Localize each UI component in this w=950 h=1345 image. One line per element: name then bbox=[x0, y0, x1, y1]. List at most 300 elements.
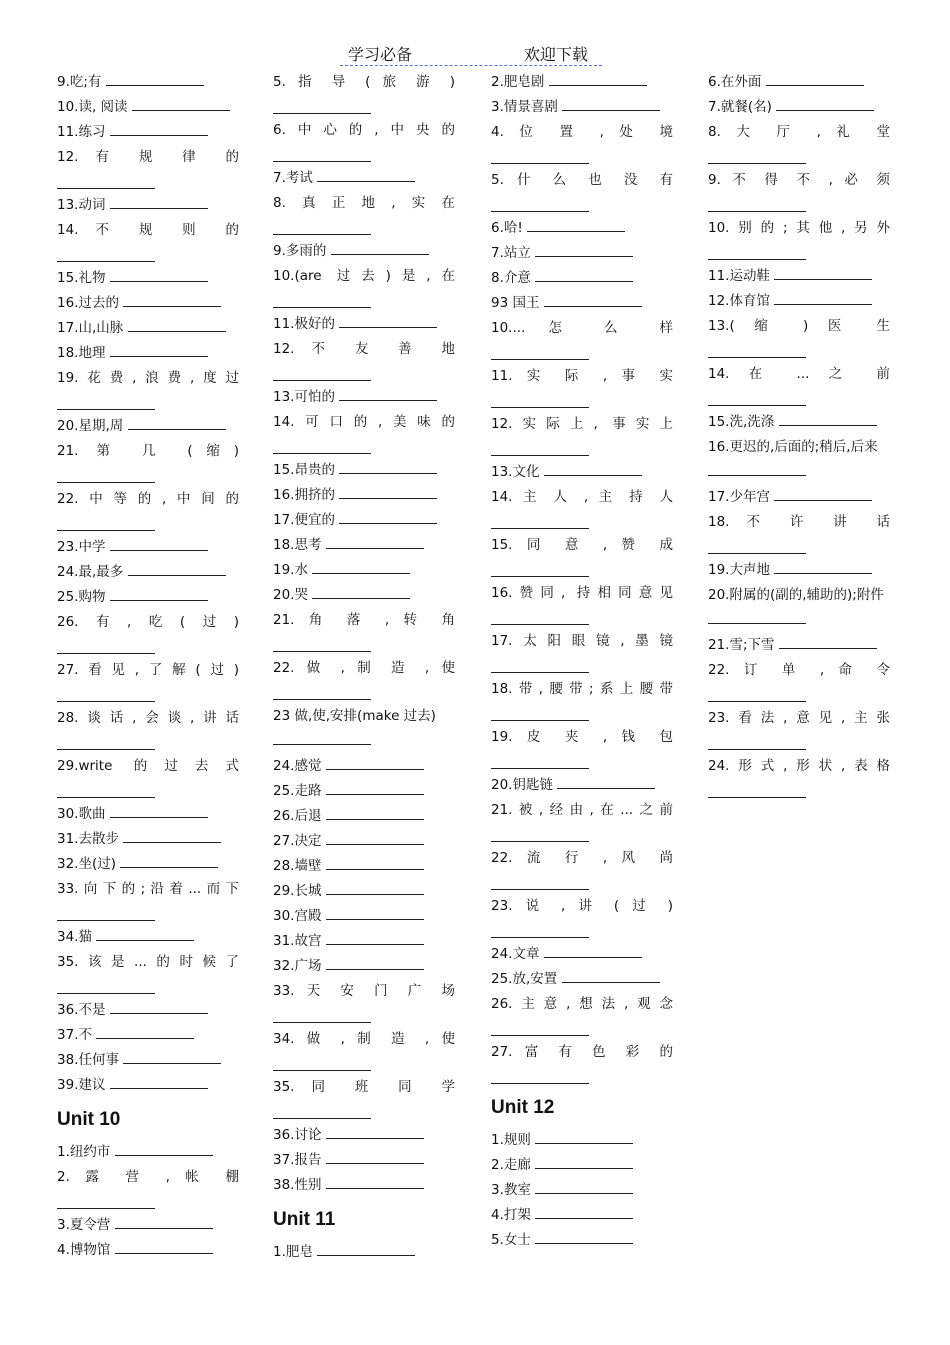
answer-blank[interactable] bbox=[115, 1143, 213, 1156]
vocab-item bbox=[57, 1213, 239, 1238]
answer-blank[interactable] bbox=[544, 463, 642, 476]
vocab-label-line bbox=[57, 439, 239, 464]
answer-blank[interactable] bbox=[774, 267, 872, 280]
vocab-label: 13.可怕的 bbox=[273, 389, 335, 405]
vocab-label-line bbox=[708, 314, 890, 339]
answer-blank[interactable] bbox=[708, 193, 806, 212]
vocab-label: 39.建议 bbox=[57, 1077, 106, 1093]
answer-blank[interactable] bbox=[708, 387, 806, 406]
answer-blank[interactable] bbox=[708, 683, 806, 702]
vocab-label: 23. 说 , 讲 ( 过 ) bbox=[491, 898, 673, 914]
vocab-item bbox=[273, 508, 455, 533]
answer-blank[interactable] bbox=[326, 857, 424, 870]
vocab-label-line bbox=[491, 992, 673, 1017]
vocab-label-line bbox=[273, 608, 455, 633]
answer-blank[interactable] bbox=[57, 683, 155, 702]
answer-blank[interactable] bbox=[115, 1241, 213, 1254]
column-2 bbox=[273, 70, 455, 1265]
vocab-label: 38.任何事 bbox=[57, 1052, 119, 1068]
vocab-label: 35.该是...的时候了 bbox=[57, 954, 239, 970]
answer-blank[interactable] bbox=[273, 1052, 371, 1071]
answer-blank[interactable] bbox=[549, 73, 647, 86]
vocab-label: 26.主意,想法,观念 bbox=[491, 996, 673, 1012]
vocab-item bbox=[491, 1203, 673, 1228]
vocab-item bbox=[273, 483, 455, 508]
vocab-label-line bbox=[708, 706, 890, 731]
answer-blank[interactable] bbox=[527, 219, 625, 232]
answer-blank[interactable] bbox=[331, 242, 429, 255]
vocab-label: 34.猫 bbox=[57, 929, 92, 945]
answer-blank[interactable] bbox=[544, 294, 642, 307]
answer-blank[interactable] bbox=[273, 143, 371, 162]
vocab-label: 20.星期,周 bbox=[57, 418, 124, 434]
answer-blank[interactable] bbox=[132, 98, 230, 111]
vocab-item bbox=[273, 1075, 455, 1119]
vocab-item bbox=[273, 854, 455, 879]
answer-blank[interactable] bbox=[535, 1231, 633, 1244]
vocab-label: 36.讨论 bbox=[273, 1127, 322, 1143]
vocab-label: 10.别的;其他,另外 bbox=[708, 220, 890, 236]
vocab-item bbox=[273, 385, 455, 410]
vocab-item bbox=[57, 827, 239, 852]
answer-blank[interactable] bbox=[128, 563, 226, 576]
answer-blank[interactable] bbox=[273, 1004, 371, 1023]
vocab-item bbox=[273, 558, 455, 583]
answer-blank[interactable] bbox=[708, 535, 806, 554]
answer-blank[interactable] bbox=[708, 463, 806, 476]
vocab-label: 6.中心的,中央的 bbox=[273, 122, 455, 138]
answer-blank[interactable] bbox=[110, 1076, 208, 1089]
vocab-label-line bbox=[491, 581, 673, 606]
answer-blank[interactable] bbox=[779, 413, 877, 426]
vocab-label: 8.介意 bbox=[491, 270, 531, 286]
answer-blank[interactable] bbox=[273, 435, 371, 454]
answer-blank[interactable] bbox=[535, 1181, 633, 1194]
vocab-item bbox=[57, 925, 239, 950]
vocab-label-line bbox=[491, 677, 673, 702]
vocab-label: 18.思考 bbox=[273, 537, 322, 553]
vocab-item bbox=[57, 487, 239, 531]
vocab-label-line bbox=[491, 629, 673, 654]
answer-blank[interactable] bbox=[326, 782, 424, 795]
answer-blank[interactable] bbox=[96, 1026, 194, 1039]
answer-blank[interactable] bbox=[535, 1156, 633, 1169]
answer-blank[interactable] bbox=[491, 1017, 589, 1036]
answer-blank[interactable] bbox=[57, 391, 155, 410]
answer-blank[interactable] bbox=[535, 244, 633, 257]
answer-blank[interactable] bbox=[339, 486, 437, 499]
answer-blank[interactable] bbox=[57, 731, 155, 750]
vocab-item bbox=[708, 583, 890, 633]
vocab-item bbox=[57, 1023, 239, 1048]
vocab-label: 31.故宫 bbox=[273, 933, 322, 949]
vocab-item bbox=[273, 337, 455, 381]
answer-blank[interactable] bbox=[774, 561, 872, 574]
answer-blank[interactable] bbox=[57, 512, 155, 531]
column-1 bbox=[57, 70, 239, 1263]
answer-blank[interactable] bbox=[326, 932, 424, 945]
vocab-label: 18.带,腰带;系上腰带 bbox=[491, 681, 673, 697]
vocab-item bbox=[273, 312, 455, 337]
answer-blank[interactable] bbox=[491, 558, 589, 577]
vocab-item bbox=[57, 218, 239, 262]
answer-blank[interactable] bbox=[273, 633, 371, 652]
answer-blank[interactable] bbox=[57, 975, 155, 994]
answer-blank[interactable] bbox=[57, 243, 155, 262]
vocab-label: 14. 不 规 则 的 bbox=[57, 222, 239, 238]
vocab-label-line bbox=[273, 191, 455, 216]
answer-blank[interactable] bbox=[326, 957, 424, 970]
answer-blank[interactable] bbox=[96, 928, 194, 941]
answer-blank[interactable] bbox=[57, 464, 155, 483]
answer-blank[interactable] bbox=[115, 1216, 213, 1229]
answer-blank[interactable] bbox=[326, 1126, 424, 1139]
vocab-item bbox=[273, 979, 455, 1023]
answer-blank[interactable] bbox=[491, 654, 589, 673]
vocab-label: 25.走路 bbox=[273, 783, 322, 799]
answer-blank[interactable] bbox=[339, 388, 437, 401]
vocab-label-line bbox=[273, 337, 455, 362]
vocab-label-line bbox=[57, 610, 239, 635]
answer-blank[interactable] bbox=[557, 776, 655, 789]
vocab-label: 36.不是 bbox=[57, 1002, 106, 1018]
answer-blank[interactable] bbox=[776, 98, 874, 111]
answer-blank[interactable] bbox=[562, 98, 660, 111]
vocab-item bbox=[273, 1148, 455, 1173]
answer-blank[interactable] bbox=[273, 681, 371, 700]
vocab-label: 2.走廊 bbox=[491, 1157, 531, 1173]
vocab-label-line bbox=[491, 412, 673, 437]
answer-blank[interactable] bbox=[317, 1243, 415, 1256]
vocab-label: 16.赞同, 持相同意见 bbox=[491, 585, 673, 601]
vocab-label: 11.极好的 bbox=[273, 316, 335, 332]
vocab-item bbox=[273, 166, 455, 191]
vocab-item bbox=[57, 1238, 239, 1263]
vocab-label-line bbox=[273, 118, 455, 143]
vocab-item bbox=[57, 802, 239, 827]
answer-blank[interactable] bbox=[708, 339, 806, 358]
vocab-item bbox=[491, 412, 673, 456]
vocab-item bbox=[57, 439, 239, 483]
answer-blank[interactable] bbox=[491, 1065, 589, 1084]
vocab-label: 5. 指 导 ( 旅 游 ) bbox=[273, 74, 455, 90]
answer-blank[interactable] bbox=[491, 389, 589, 408]
answer-blank[interactable] bbox=[326, 1176, 424, 1189]
vocab-label: 6.在外面 bbox=[708, 74, 762, 90]
vocab-item bbox=[273, 608, 455, 652]
answer-blank[interactable] bbox=[110, 344, 208, 357]
vocab-label: 22. 做 , 制 造 , 使 bbox=[273, 660, 455, 676]
vocab-label-line bbox=[491, 533, 673, 558]
vocab-label: 30.宫殿 bbox=[273, 908, 322, 924]
vocab-item bbox=[273, 533, 455, 558]
vocab-item bbox=[57, 585, 239, 610]
vocab-item bbox=[708, 168, 890, 212]
vocab-label: 20.哭 bbox=[273, 587, 308, 603]
vocab-label-line bbox=[708, 120, 890, 145]
vocab-label-line bbox=[57, 218, 239, 243]
vocab-label: 1.规则 bbox=[491, 1132, 531, 1148]
vocab-item bbox=[491, 364, 673, 408]
vocab-label: 32.坐(过) bbox=[57, 856, 117, 872]
header-left-text: 学习必备 bbox=[348, 45, 413, 64]
answer-blank[interactable] bbox=[339, 315, 437, 328]
answer-blank[interactable] bbox=[491, 750, 589, 769]
answer-blank[interactable] bbox=[273, 95, 371, 114]
vocab-label: 15.礼物 bbox=[57, 270, 106, 286]
answer-blank[interactable] bbox=[339, 511, 437, 524]
answer-blank[interactable] bbox=[774, 292, 872, 305]
vocab-label-line bbox=[491, 316, 673, 341]
answer-blank[interactable] bbox=[123, 294, 221, 307]
vocab-label: 7.就餐(名) bbox=[708, 99, 772, 115]
vocab-item bbox=[57, 1165, 239, 1209]
vocab-item bbox=[708, 706, 890, 750]
vocab-label-line bbox=[708, 754, 890, 779]
vocab-label: 19. 皮 夹 , 钱 包 bbox=[491, 729, 673, 745]
vocab-label: 33. 天 安 门 广 场 bbox=[273, 983, 455, 999]
vocab-item bbox=[273, 929, 455, 954]
answer-blank[interactable] bbox=[120, 855, 218, 868]
vocab-label-line bbox=[273, 656, 455, 681]
vocab-item bbox=[491, 942, 673, 967]
answer-blank[interactable] bbox=[110, 196, 208, 209]
vocab-label: 11. 实 际 , 事 实 bbox=[491, 368, 673, 384]
answer-blank[interactable] bbox=[128, 417, 226, 430]
vocab-label: 22.中等的,中间的 bbox=[57, 491, 239, 507]
answer-blank[interactable] bbox=[326, 1151, 424, 1164]
answer-blank[interactable] bbox=[535, 269, 633, 282]
answer-blank[interactable] bbox=[491, 145, 589, 164]
vocab-label: 18. 不 许 讲 话 bbox=[708, 514, 890, 530]
vocab-label: 28.墙壁 bbox=[273, 858, 322, 874]
vocab-item bbox=[273, 1240, 455, 1265]
vocab-item bbox=[708, 558, 890, 583]
answer-blank[interactable] bbox=[57, 635, 155, 654]
vocab-item bbox=[273, 583, 455, 608]
answer-blank[interactable] bbox=[123, 1051, 221, 1064]
vocab-label: 16.拥挤的 bbox=[273, 487, 335, 503]
vocab-label: 27. 富 有 色 彩 的 bbox=[491, 1044, 673, 1060]
answer-blank[interactable] bbox=[562, 970, 660, 983]
answer-blank[interactable] bbox=[110, 538, 208, 551]
vocab-label-line bbox=[57, 366, 239, 391]
vocab-item bbox=[273, 779, 455, 804]
vocab-label: 3.夏令营 bbox=[57, 1217, 111, 1233]
page-header bbox=[0, 42, 950, 68]
answer-blank[interactable] bbox=[273, 362, 371, 381]
vocab-item bbox=[57, 1073, 239, 1098]
answer-blank[interactable] bbox=[326, 907, 424, 920]
vocab-label: 22. 流 行 , 风 尚 bbox=[491, 850, 673, 866]
vocab-item bbox=[491, 70, 673, 95]
answer-blank[interactable] bbox=[535, 1206, 633, 1219]
answer-blank[interactable] bbox=[110, 1001, 208, 1014]
vocab-label-line bbox=[273, 410, 455, 435]
vocab-label: 26.有,吃(过) bbox=[57, 614, 239, 630]
vocab-item bbox=[57, 610, 239, 654]
vocab-label: 24.文章 bbox=[491, 946, 540, 962]
vocab-label-line bbox=[57, 658, 239, 683]
answer-blank[interactable] bbox=[535, 1131, 633, 1144]
vocab-label: 9.多雨的 bbox=[273, 243, 327, 259]
answer-blank[interactable] bbox=[110, 805, 208, 818]
vocab-label: 22. 订 单 , 命 令 bbox=[708, 662, 890, 678]
answer-blank[interactable] bbox=[110, 588, 208, 601]
vocab-label: 12.实际上, 事实上 bbox=[491, 416, 673, 432]
vocab-label: 14. 在 ... 之 前 bbox=[708, 366, 890, 382]
vocab-item bbox=[708, 485, 890, 510]
vocab-label: 5.女士 bbox=[491, 1232, 531, 1248]
answer-blank[interactable] bbox=[273, 216, 371, 235]
vocab-label: 19.水 bbox=[273, 562, 308, 578]
vocab-item bbox=[57, 366, 239, 410]
vocab-label: 28.谈话,会谈,讲话 bbox=[57, 710, 239, 726]
vocab-label-line bbox=[491, 168, 673, 193]
vocab-item bbox=[491, 120, 673, 164]
answer-blank[interactable] bbox=[57, 1190, 155, 1209]
answer-blank[interactable] bbox=[326, 832, 424, 845]
vocab-item bbox=[273, 804, 455, 829]
vocab-label-line bbox=[491, 485, 673, 510]
vocab-item bbox=[491, 1178, 673, 1203]
vocab-label: 24.形式,形状,表格 bbox=[708, 758, 890, 774]
vocab-label: 7.考试 bbox=[273, 170, 313, 186]
vocab-item bbox=[57, 658, 239, 702]
vocab-item bbox=[491, 894, 673, 938]
vocab-label: 34. 做 , 制 造 , 使 bbox=[273, 1031, 455, 1047]
vocab-label: 21.被,经由,在...之前 bbox=[491, 802, 673, 818]
vocab-label: 37.不 bbox=[57, 1027, 92, 1043]
vocab-label: 23.看法,意见,主张 bbox=[708, 710, 890, 726]
answer-blank[interactable] bbox=[326, 536, 424, 549]
answer-blank[interactable] bbox=[317, 169, 415, 182]
vocab-label: 15. 同 意 , 赞 成 bbox=[491, 537, 673, 553]
answer-blank[interactable] bbox=[57, 779, 155, 798]
answer-blank[interactable] bbox=[273, 732, 371, 745]
vocab-label: 5. 什 么 也 没 有 bbox=[491, 172, 673, 188]
unit-heading: Unit 11 bbox=[273, 1209, 336, 1230]
answer-blank[interactable] bbox=[491, 341, 589, 360]
vocab-item bbox=[273, 1123, 455, 1148]
vocab-label: 7.站立 bbox=[491, 245, 531, 261]
vocab-item bbox=[273, 879, 455, 904]
answer-blank[interactable] bbox=[708, 145, 806, 164]
answer-blank[interactable] bbox=[110, 123, 208, 136]
answer-blank[interactable] bbox=[708, 241, 806, 260]
vocab-item bbox=[708, 216, 890, 260]
vocab-label: 23 做,使,安排(make 过去) bbox=[273, 708, 436, 724]
vocab-label: 21. 角 落 , 转 角 bbox=[273, 612, 455, 628]
vocab-item bbox=[491, 846, 673, 890]
answer-blank[interactable] bbox=[273, 1100, 371, 1119]
vocab-label: 38.性别 bbox=[273, 1177, 322, 1193]
header-right-text: 欢迎下载 bbox=[524, 45, 589, 64]
answer-blank[interactable] bbox=[491, 437, 589, 456]
answer-blank[interactable] bbox=[708, 611, 806, 624]
vocab-label: 21.雪;下雪 bbox=[708, 637, 775, 653]
vocab-label: 29.write 的过去式 bbox=[57, 758, 239, 774]
vocab-item bbox=[57, 341, 239, 366]
answer-blank[interactable] bbox=[110, 269, 208, 282]
answer-blank[interactable] bbox=[766, 73, 864, 86]
vocab-label: 4. 位 置 , 处 境 bbox=[491, 124, 673, 140]
answer-blank[interactable] bbox=[544, 945, 642, 958]
vocab-item bbox=[491, 485, 673, 529]
answer-blank[interactable] bbox=[491, 919, 589, 938]
answer-blank[interactable] bbox=[326, 807, 424, 820]
vocab-label: 17.太阳眼镜,墨镜 bbox=[491, 633, 673, 649]
vocab-label-line bbox=[708, 168, 890, 193]
answer-blank[interactable] bbox=[312, 561, 410, 574]
answer-blank[interactable] bbox=[491, 702, 589, 721]
answer-blank[interactable] bbox=[491, 871, 589, 890]
vocab-item bbox=[57, 291, 239, 316]
answer-blank[interactable] bbox=[326, 882, 424, 895]
vocab-item bbox=[491, 677, 673, 721]
vocab-item bbox=[708, 754, 890, 798]
vocab-item bbox=[273, 954, 455, 979]
vocab-item bbox=[708, 70, 890, 95]
answer-blank[interactable] bbox=[312, 586, 410, 599]
answer-blank[interactable] bbox=[128, 319, 226, 332]
vocab-label: 3.教室 bbox=[491, 1182, 531, 1198]
vocab-label-line bbox=[57, 145, 239, 170]
vocab-item bbox=[708, 314, 890, 358]
answer-blank[interactable] bbox=[106, 73, 204, 86]
answer-blank[interactable] bbox=[491, 510, 589, 529]
vocab-label-line bbox=[491, 364, 673, 389]
answer-blank[interactable] bbox=[708, 731, 806, 750]
vocab-label-line bbox=[57, 877, 239, 902]
vocab-item bbox=[57, 316, 239, 341]
answer-blank[interactable] bbox=[708, 779, 806, 798]
vocab-item bbox=[57, 95, 239, 120]
answer-blank[interactable] bbox=[491, 606, 589, 625]
vocab-item bbox=[708, 120, 890, 164]
answer-blank[interactable] bbox=[326, 757, 424, 770]
answer-blank[interactable] bbox=[339, 461, 437, 474]
answer-blank[interactable] bbox=[57, 170, 155, 189]
vocab-label: 27.决定 bbox=[273, 833, 322, 849]
vocab-item bbox=[57, 560, 239, 585]
answer-blank[interactable] bbox=[491, 823, 589, 842]
vocab-label-line bbox=[273, 264, 455, 289]
answer-blank[interactable] bbox=[774, 488, 872, 501]
answer-blank[interactable] bbox=[123, 830, 221, 843]
vocab-item bbox=[491, 316, 673, 360]
vocab-label: 32.广场 bbox=[273, 958, 322, 974]
vocab-label: 9. 不 得 不 , 必 须 bbox=[708, 172, 890, 188]
vocab-label: 33.向下的;沿着...而下 bbox=[57, 881, 239, 897]
answer-blank[interactable] bbox=[57, 902, 155, 921]
vocab-label: 3.情景喜剧 bbox=[491, 99, 558, 115]
vocab-label: 31.去散步 bbox=[57, 831, 119, 847]
vocab-label: 24.感觉 bbox=[273, 758, 322, 774]
vocab-item bbox=[57, 1140, 239, 1165]
vocab-label-line bbox=[491, 846, 673, 871]
vocab-label: 14.可口的,美味的 bbox=[273, 414, 455, 430]
vocab-label: 20.钥匙链 bbox=[491, 777, 553, 793]
answer-blank[interactable] bbox=[273, 289, 371, 308]
answer-blank[interactable] bbox=[779, 636, 877, 649]
vocab-item bbox=[57, 1048, 239, 1073]
vocab-label-line bbox=[708, 510, 890, 535]
vocab-item bbox=[57, 145, 239, 189]
vocab-item bbox=[273, 1173, 455, 1198]
answer-blank[interactable] bbox=[491, 193, 589, 212]
vocab-item bbox=[491, 773, 673, 798]
